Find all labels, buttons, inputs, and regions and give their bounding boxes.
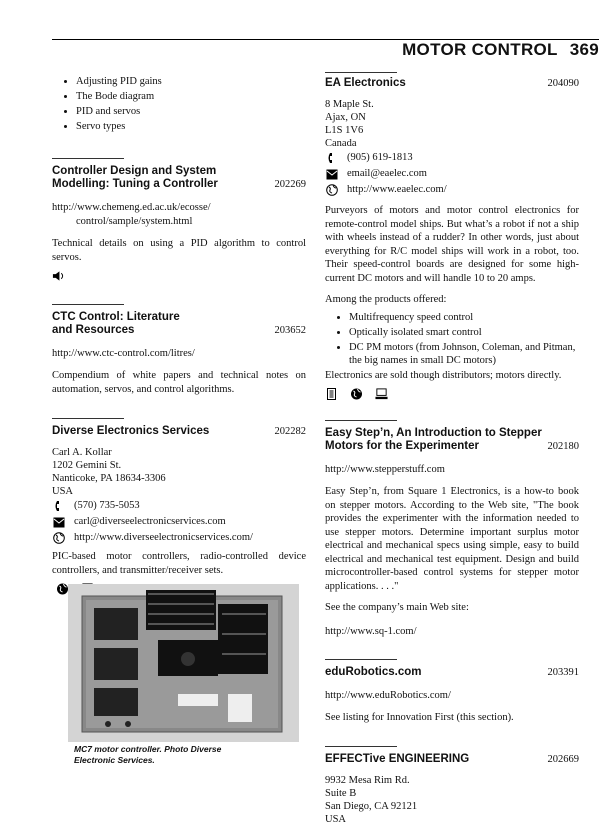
caption-line: Electronic Services.: [74, 755, 155, 765]
address-line: San Diego, CA 92121: [325, 801, 418, 812]
entry-title-line: [325, 753, 579, 766]
address-line: 9932 Mesa Rim Rd.: [325, 775, 410, 786]
entry-title: Easy Step’n, An Introduction to Stepper: [325, 427, 542, 439]
list-item: • PID and servos: [76, 104, 306, 119]
topic-list: [52, 74, 306, 134]
address-line: L1S 1V6: [325, 125, 364, 136]
entry-url[interactable]: http://www.ctc-control.com/litres/: [52, 348, 195, 359]
email-address[interactable]: email@eaelec.com: [347, 168, 427, 179]
list-item: • The Bode diagram: [76, 89, 306, 104]
url-line-cont[interactable]: control/sample/system.html: [76, 216, 193, 227]
globe-icon: [325, 184, 339, 196]
globe-icon: [52, 532, 66, 544]
web-address[interactable]: http://www.diverseelectronicservices.com/: [74, 532, 253, 543]
entry-rule: [52, 304, 124, 305]
entry-title-cont: Modelling: Tuning a Controller: [52, 178, 218, 190]
entry-rule: [325, 746, 397, 747]
globe-icon: [350, 388, 363, 400]
address-line: Carl A. Kollar: [52, 447, 112, 458]
document-icon: [325, 388, 338, 400]
email-icon: [52, 516, 66, 528]
see-also: See the company’s main Web site:: [325, 602, 469, 613]
email-row: [325, 166, 579, 182]
list-item: • Optically isolated smart control: [349, 326, 579, 339]
left-column: [52, 74, 306, 595]
entry-number: 202669: [547, 754, 579, 765]
email-icon: [325, 168, 339, 180]
entry-url[interactable]: http://www.sq-1.com/: [325, 625, 417, 637]
entry-number: 203652: [274, 325, 306, 336]
list-item: • Adjusting PID gains: [76, 74, 306, 89]
icon-row: [325, 388, 579, 400]
email-address[interactable]: carl@diverseelectronicservices.com: [74, 516, 226, 527]
circuit-board-image: [68, 584, 299, 742]
computer-icon: [375, 388, 388, 400]
running-header: [402, 40, 599, 60]
entry-easy-stepn: [325, 420, 579, 639]
phone-row: [325, 150, 579, 166]
entry-title-cont: Motors for the Experimenter: [325, 440, 479, 452]
phone-number: (570) 735-5053: [74, 500, 140, 511]
page-number: 369: [569, 40, 599, 59]
entry-url[interactable]: [52, 201, 306, 229]
products-intro: Among the products offered:: [325, 294, 447, 305]
address-line: Nanticoke, PA 18634-3306: [52, 473, 166, 484]
entry-rule: [325, 72, 397, 73]
phone-number: (905) 619-1813: [347, 152, 413, 163]
web-row: [52, 530, 306, 546]
entry-description: See listing for Innovation First (this section).: [325, 711, 514, 723]
entry-title-line: [52, 324, 306, 337]
list-item: • Servo types: [76, 119, 306, 134]
entry-diverse-electronics: [52, 418, 306, 595]
entry-title: Controller Design and System: [52, 165, 217, 177]
web-row: [325, 182, 579, 198]
address-line: USA: [52, 486, 74, 497]
entry-description: Purveyors of motors and motor control electronics for remote-control model ships. But what’s a robot if not a ship with wheels instead of a rudder? In other words, just about everything for R/C model ships will work in a robot, too. Their speed-control boards are designed for some high-current DC motors and will handle 10 to 20 amps.: [325, 205, 579, 284]
entry-number: 203391: [547, 666, 579, 678]
products-list: [325, 311, 579, 367]
address-line: USA: [325, 814, 347, 825]
address-block: [325, 98, 579, 150]
entry-description: Technical details on using a PID algorithm to control servos.: [52, 238, 306, 263]
address-line: 1202 Gemini St.: [52, 460, 122, 471]
product-photo: [68, 584, 299, 742]
entry-number: 202282: [274, 426, 306, 437]
address-line: 8 Maple St.: [325, 99, 374, 110]
web-address[interactable]: http://www.eaelec.com/: [347, 184, 447, 195]
entry-title: CTC Control: Literature: [52, 311, 180, 323]
entry-number: 202180: [547, 441, 579, 452]
entry-rule: [52, 418, 124, 419]
entry-title-line: [52, 425, 306, 438]
url-line[interactable]: http://www.chemeng.ed.ac.uk/ecosse/: [52, 202, 211, 213]
phone-row: [52, 498, 306, 514]
entry-rule: [325, 659, 397, 660]
entry-effective-engineering: [325, 746, 579, 826]
distribution-note: Electronics are sold though distributors; motors directly.: [325, 369, 562, 381]
entry-title-cont: and Resources: [52, 324, 135, 336]
entry-description: Compendium of white papers and technical notes on automation, servos, and control algorithms.: [52, 370, 306, 395]
address-line: Suite B: [325, 788, 357, 799]
entry-ctc-control: [52, 304, 306, 396]
phone-icon: [325, 152, 339, 164]
entry-rule: [52, 158, 124, 159]
speaker-icon: [52, 270, 65, 282]
entry-title-line: [325, 77, 579, 90]
entry-controller-design: [52, 158, 306, 282]
entry-title: Diverse Electronics Services: [52, 425, 210, 437]
list-item: • Multifrequency speed control: [349, 311, 579, 324]
entry-number: 202269: [274, 179, 306, 190]
photo-caption: [74, 744, 294, 766]
entry-url[interactable]: http://www.stepperstuff.com: [325, 464, 445, 475]
right-column: [325, 72, 579, 826]
entry-title-line: [325, 666, 579, 679]
email-row: [52, 514, 306, 530]
address-block: [52, 446, 306, 498]
entry-title: EA Electronics: [325, 77, 406, 89]
caption-line: MC7 motor controller. Photo Diverse: [74, 744, 222, 754]
entry-edurobotics: [325, 659, 579, 725]
address-line: Canada: [325, 138, 357, 149]
entry-title-line: [52, 178, 306, 191]
list-item: • DC PM motors (from Johnson, Coleman, and Pitman, the big names in small DC motors): [349, 341, 579, 367]
entry-title: EFFECTive ENGINEERING: [325, 753, 470, 765]
address-block: [325, 774, 579, 826]
icon-row: [52, 270, 306, 282]
entry-number: 204090: [547, 78, 579, 89]
address-line: Ajax, ON: [325, 112, 366, 123]
entry-description: PIC-based motor controllers, radio-controlled device controllers, and transmitter/receiver sets.: [52, 551, 306, 576]
entry-url[interactable]: http://www.eduRobotics.com/: [325, 689, 451, 701]
entry-title: eduRobotics.com: [325, 665, 422, 678]
entry-rule: [325, 420, 397, 421]
chapter-title: MOTOR CONTROL: [402, 40, 558, 59]
entry-description: Easy Step’n, from Square 1 Electronics, is a how-to book on stepper motors. According to the Web site, "The book provides the experimenter with the information needed to use stepper motors. Determine important surplus motor electrical and mechanical specs using simple, easy to build electrical and mechanical test equipment. Design and build microcontroller-based control systems for stepper motor applications. . . .": [325, 486, 579, 592]
entry-ea-electronics: [325, 72, 579, 400]
entry-title-line: [325, 440, 579, 453]
phone-icon: [52, 500, 66, 512]
